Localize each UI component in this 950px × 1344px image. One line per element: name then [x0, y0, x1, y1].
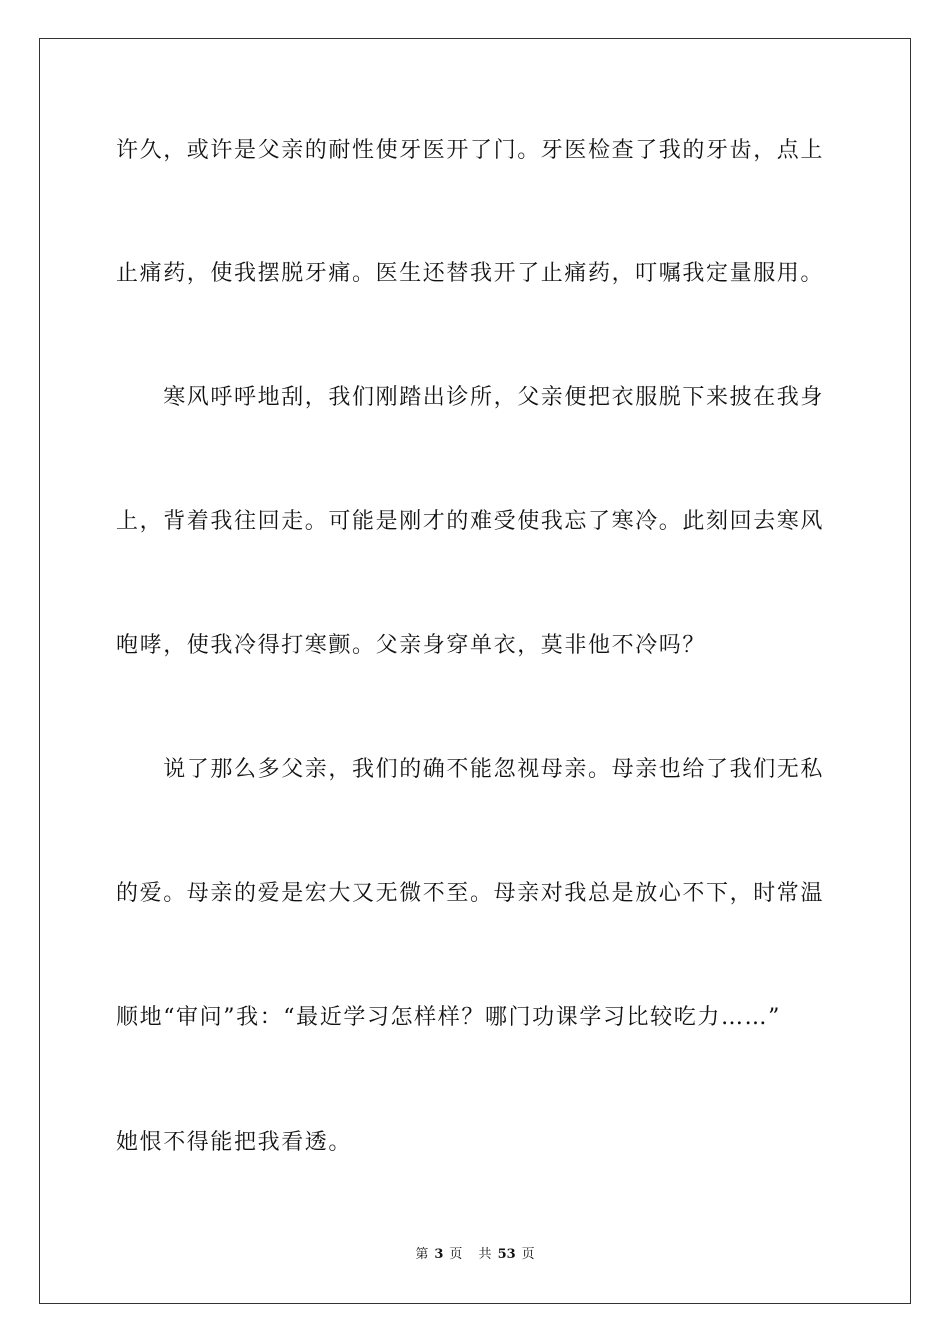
text-line-7: 的爱。母亲的爱是宏大又无微不至。母亲对我总是放心不下，时常温 [116, 881, 825, 906]
text-line-6: 说了那么多父亲，我们的确不能忽视母亲。母亲也给了我们无私 [116, 757, 825, 782]
page-suffix: 页 [449, 1247, 463, 1262]
page-border [39, 38, 911, 1304]
text-line-8: 顺地“审问”我：“最近学习怎样样？哪门功课学习比较吃力……” [116, 1005, 781, 1030]
page-number: 3 [434, 1247, 444, 1262]
text-line-5: 咆哮，使我冷得打寒颤。父亲身穿单衣，莫非他不冷吗？ [116, 633, 707, 658]
total-indicator [476, 1247, 538, 1262]
page-footer [0, 1246, 950, 1264]
total-prefix: 共 [478, 1247, 492, 1262]
page-prefix: 第 [415, 1247, 429, 1262]
total-pages: 53 [497, 1247, 516, 1262]
text-line-2: 止痛药，使我摆脱牙痛。医生还替我开了止痛药，叮嘱我定量服用。 [116, 261, 825, 286]
page-indicator [412, 1247, 465, 1262]
text-line-4: 上，背着我往回走。可能是刚才的难受使我忘了寒冷。此刻回去寒风 [116, 509, 825, 534]
total-suffix: 页 [521, 1247, 535, 1262]
text-line-1: 许久，或许是父亲的耐性使牙医开了门。牙医检查了我的牙齿，点上 [116, 138, 825, 163]
text-line-9: 她恨不得能把我看透。 [116, 1130, 353, 1155]
text-line-3: 寒风呼呼地刮，我们刚踏出诊所，父亲便把衣服脱下来披在我身 [116, 385, 825, 410]
